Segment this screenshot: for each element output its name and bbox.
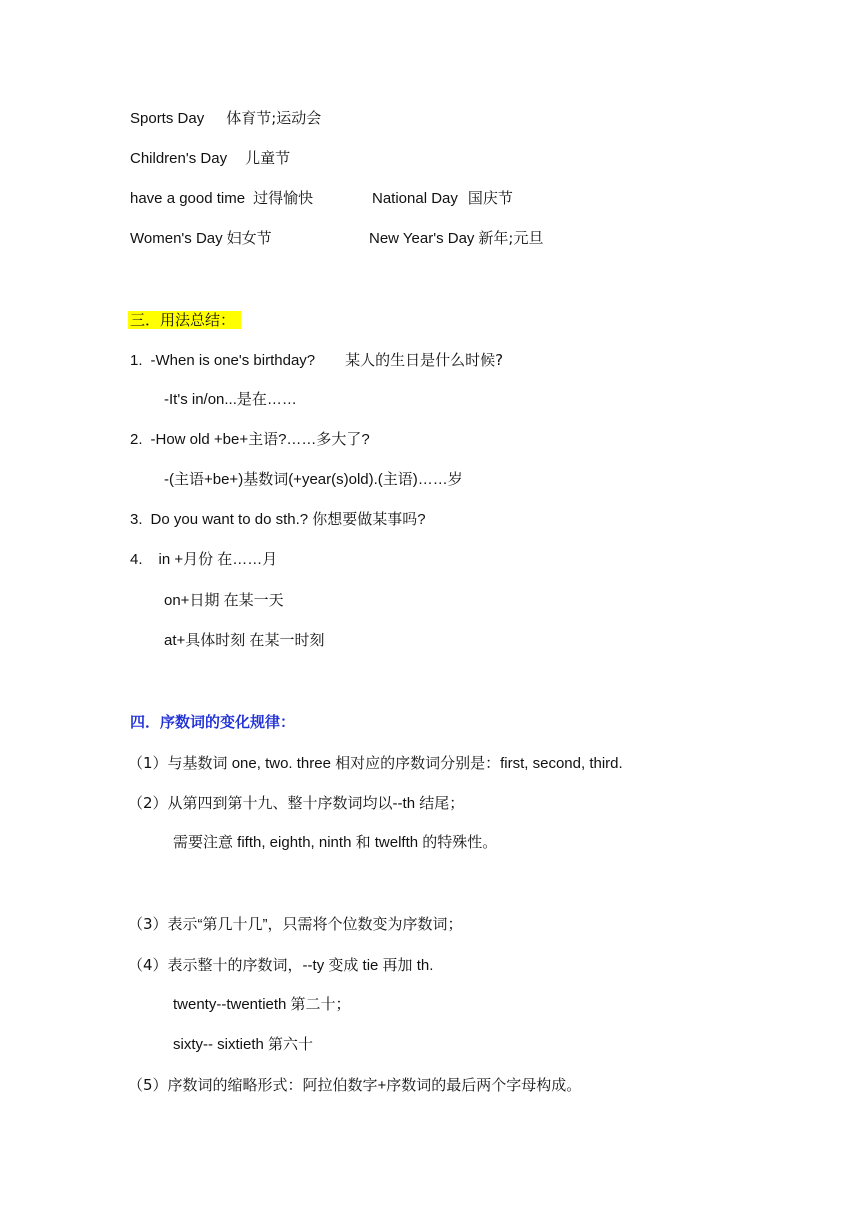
usage-item-4 <box>130 550 277 570</box>
vocab-zh: 过得愉快 <box>253 189 314 207</box>
vocab-line-4b <box>369 228 543 248</box>
usage-item-4-on <box>164 591 284 611</box>
ordinal-rule-2 <box>128 793 464 813</box>
rule-text: 从第四到第十九、整十序数词均以--th 结尾； <box>167 795 465 812</box>
rule-text: 表示“第几十几”，只需将个位数变为序数词； <box>167 916 463 933</box>
ordinal-rule-4 <box>128 955 433 975</box>
vocab-line-3b <box>372 188 513 208</box>
rule-number: （4） <box>128 956 168 974</box>
vocab-en: have a good time <box>130 190 246 207</box>
vocab-line-1 <box>130 108 321 128</box>
vocab-en: Women's Day <box>130 230 223 247</box>
item-number: 4. <box>130 551 143 568</box>
usage-item-1 <box>130 350 503 370</box>
usage-item-2-answer <box>164 470 463 490</box>
ordinal-rule-5 <box>128 1075 581 1095</box>
section-title: 四．序数词的变化规律： <box>130 713 296 731</box>
item-text: at+具体时刻 在某一时刻 <box>164 632 325 649</box>
item-translation: 某人的生日是什么时候? <box>345 351 504 369</box>
vocab-en: New Year's Day <box>369 230 475 247</box>
vocab-en: Children's Day <box>130 150 228 167</box>
rule-text: 表示整十的序数词，--ty 变成 tie 再加 th. <box>167 957 434 974</box>
item-text: on+日期 在某一天 <box>164 592 284 609</box>
usage-item-2 <box>130 430 370 450</box>
item-number: 2. <box>130 431 143 448</box>
rule-text: sixty-- sixtieth 第六十 <box>173 1036 314 1053</box>
ordinal-rule-3 <box>128 914 463 934</box>
usage-item-3 <box>130 510 426 530</box>
section3-heading <box>128 310 241 330</box>
item-text: Do you want to do sth.? 你想要做某事吗? <box>150 511 426 528</box>
usage-item-4-at <box>164 631 324 651</box>
item-text: -When is one's birthday? <box>150 352 316 369</box>
item-text: in +月份 在……月 <box>158 551 278 568</box>
vocab-en: National Day <box>372 190 458 207</box>
vocab-zh: 国庆节 <box>467 189 513 207</box>
rule-number: （2） <box>128 794 168 812</box>
rule-text: 序数词的缩略形式：阿拉伯数字+序数词的最后两个字母构成。 <box>167 1077 582 1094</box>
rule-number: （1） <box>128 754 168 772</box>
section4-heading <box>130 712 295 732</box>
item-number: 1. <box>130 352 143 369</box>
ordinal-rule-1 <box>128 753 623 773</box>
rule-number: （3） <box>128 915 168 933</box>
usage-item-1-answer <box>164 390 297 410</box>
vocab-zh: 妇女节 <box>226 229 272 247</box>
rule-text: 需要注意 fifth, eighth, ninth 和 twelfth 的特殊性。 <box>173 834 498 851</box>
ordinal-example-twenty <box>173 995 351 1015</box>
item-number: 3. <box>130 511 143 528</box>
item-text: -It's in/on...是在…… <box>164 391 297 408</box>
vocab-line-2 <box>130 148 290 168</box>
rule-text: twenty--twentieth 第二十； <box>173 996 351 1013</box>
ordinal-example-sixty <box>173 1035 313 1055</box>
vocab-en: Sports Day <box>130 110 205 127</box>
ordinal-rule-2-note <box>173 833 497 853</box>
item-text: -How old +be+主语?……多大了? <box>150 431 370 448</box>
vocab-zh: 新年;元旦 <box>478 229 544 247</box>
vocab-line-3 <box>130 188 313 208</box>
vocab-line-4 <box>130 228 272 248</box>
section-title: 三．用法总结： <box>128 311 241 329</box>
vocab-zh: 儿童节 <box>245 149 291 167</box>
rule-text: 与基数词 one, two. three 相对应的序数词分别是：first, second, third. <box>167 755 623 772</box>
vocab-zh: 体育节;运动会 <box>226 109 322 127</box>
rule-number: （5） <box>128 1076 168 1094</box>
item-text: -(主语+be+)基数词(+year(s)old).(主语)……岁 <box>164 471 463 488</box>
